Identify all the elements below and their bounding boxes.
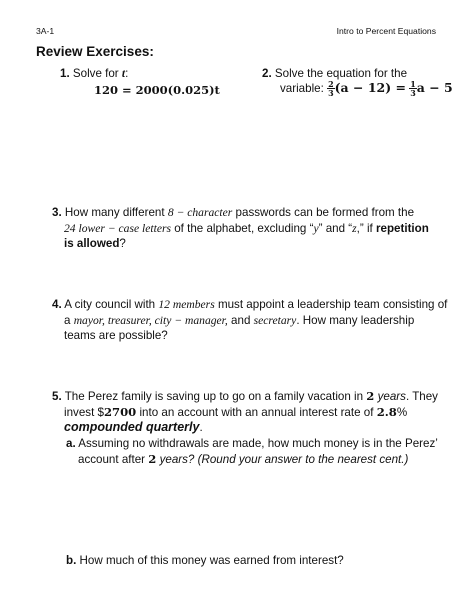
question-4 (52, 297, 452, 344)
question-3-math-2: 24 lower − case letters (64, 221, 171, 235)
question-2-equation-middle: (a − 12) = (334, 80, 406, 95)
question-5-part-a (66, 436, 456, 467)
question-5-text-c: invest $ (64, 405, 104, 419)
question-5-rate: 2.8 (376, 404, 397, 419)
question-3-math-1: 8 − character (167, 206, 233, 219)
question-4-text-d: and (231, 313, 251, 327)
question-3-text-a: How many different (64, 206, 165, 219)
question-4-math-1: 12 members (158, 298, 215, 311)
question-4-text-a: A city council with (64, 298, 156, 311)
question-3-text-e: ,” if (356, 221, 373, 235)
question-2-line1: Solve the equation for the (274, 67, 408, 80)
question-2-equation-end: a − 5 (416, 80, 453, 95)
question-1-colon: : (125, 67, 129, 80)
header-right: Intro to Percent Equations (336, 26, 436, 36)
question-2-number: 2. (262, 67, 272, 80)
question-5-text-b: . They (405, 390, 438, 403)
question-2-equation-line (280, 80, 453, 97)
question-1-equation: 120 = 2000(0.025)t (94, 83, 220, 97)
question-5a-line2-a: account after (78, 452, 146, 466)
fraction-two-thirds (327, 80, 335, 97)
question-5a-rounding-note: (Round your answer to the nearest cent.) (197, 452, 409, 466)
question-5-years: years (377, 390, 406, 403)
header-left: 3A-1 (36, 26, 55, 36)
question-4-math-3: secretary (253, 313, 297, 327)
question-3 (52, 205, 447, 252)
question-3-bold-2: is allowed (64, 237, 120, 250)
question-3-letter-z: z (352, 221, 357, 235)
question-3-letter-y: y (313, 221, 319, 235)
question-5-text-a: The Perez family is saving up to go on a family vacation in (64, 390, 364, 403)
question-4-text-b: must appoint a leadership team consisting of (217, 298, 448, 311)
fraction-one-third-denominator: 3 (410, 88, 416, 99)
question-3-number: 3. (52, 206, 62, 219)
question-5-percent: % (396, 405, 408, 419)
fraction-one-third (409, 80, 417, 97)
question-4-text-f: teams are possible? (64, 329, 168, 342)
fraction-one-third-numerator: 1 (410, 79, 416, 90)
question-4-math-2: mayor, treasurer, city − manager, (73, 313, 228, 327)
question-1-variable: t (121, 67, 126, 80)
question-5-text-d: into an account with an annual interest rate of (139, 405, 374, 419)
question-3-text-d: ” and “ (318, 221, 353, 235)
question-3-bold-1: repetition (376, 221, 429, 235)
fraction-two-thirds-numerator: 2 (328, 79, 334, 90)
question-4-text-c: a (64, 313, 71, 327)
question-5 (52, 389, 452, 436)
page-title: Review Exercises: (36, 44, 154, 59)
fraction-two-thirds-denominator: 3 (328, 88, 334, 99)
question-1 (60, 66, 128, 82)
question-5-part-b (66, 553, 344, 569)
question-3-text-c: of the alphabet, excluding “ (174, 221, 314, 235)
question-4-text-e: . How many leadership (296, 313, 415, 327)
question-5-amount: 2700 (103, 404, 137, 419)
question-5a-label: a. (66, 437, 76, 450)
question-4-number: 4. (52, 298, 62, 311)
question-5-years-number: 2 (366, 389, 375, 403)
question-3-text-b: passwords can be formed from the (235, 206, 415, 219)
question-5a-line1: Assuming no withdrawals are made, how much money is in the Perez’ (78, 437, 438, 450)
question-2-variable-label: variable: (280, 82, 324, 95)
question-5a-years: years? (159, 452, 195, 466)
question-5-number: 5. (52, 390, 62, 403)
question-5-compounding: compounded quarterly (64, 420, 200, 434)
question-1-number: 1. (60, 67, 70, 80)
question-5b-text: How much of this money was earned from interest? (79, 554, 344, 567)
question-3-end: ? (119, 237, 126, 250)
question-1-text: Solve for (72, 67, 119, 80)
question-5a-years-number: 2 (148, 451, 157, 466)
question-5-dot: . (199, 421, 203, 434)
question-5b-label: b. (66, 554, 77, 567)
